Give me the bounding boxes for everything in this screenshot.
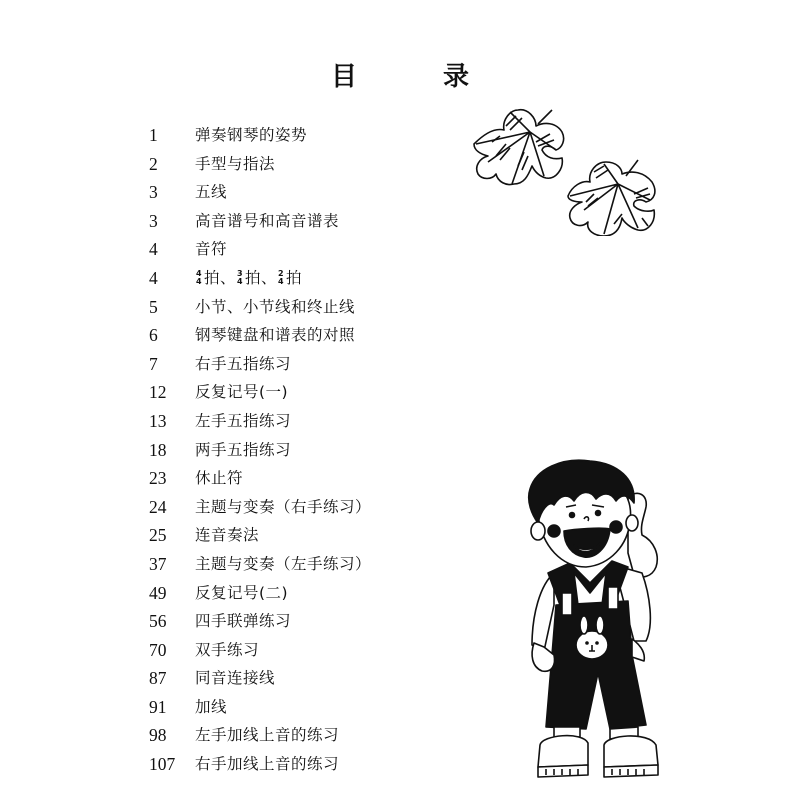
toc-label: 钢琴键盘和谱表的对照: [195, 326, 356, 345]
toc-page-number: 4: [149, 267, 158, 288]
time-signature-icon: [195, 270, 203, 286]
toc-label: 四手联弹练习: [195, 612, 292, 631]
toc-label: 主题与变奏（右手练习）: [195, 497, 372, 516]
toc-page-number: 87: [149, 668, 167, 689]
toc-label: 加线: [195, 697, 228, 716]
toc-entry[interactable]: [149, 636, 371, 665]
toc-entry[interactable]: [149, 264, 371, 293]
toc-entry[interactable]: [149, 607, 371, 636]
toc-page-number: 37: [149, 553, 167, 574]
toc-label: 反复记号(一): [195, 383, 289, 402]
toc-page-number: 24: [149, 496, 167, 517]
toc-entry[interactable]: [149, 550, 371, 579]
toc-page-number: 1: [149, 125, 158, 145]
toc-page-number: 23: [149, 468, 167, 489]
toc-entry[interactable]: [149, 350, 371, 379]
toc-page-number: 25: [149, 525, 167, 546]
toc-entry[interactable]: [149, 207, 371, 236]
toc-page-number: 18: [149, 439, 167, 460]
toc-label: 左手五指练习: [195, 411, 292, 430]
toc-label: 高音谱号和高音谱表: [195, 211, 340, 230]
toc-page-number: 13: [149, 410, 167, 431]
toc-label-time-signatures: [195, 264, 302, 293]
toc-entry[interactable]: [149, 664, 371, 693]
toc-label: 五线: [195, 183, 228, 202]
toc-page-number: 12: [149, 382, 167, 403]
toc-label: 双手练习: [195, 640, 260, 659]
toc-label: 休止符: [195, 469, 244, 488]
ts-denominator: 4: [277, 277, 285, 287]
title-char-1: 目: [330, 62, 357, 92]
leaves-illustration: [466, 96, 676, 236]
toc-label: 两手五指练习: [195, 440, 292, 459]
toc-label: 右手五指练习: [195, 354, 292, 373]
table-of-contents: [149, 121, 371, 779]
toc-entry[interactable]: [149, 436, 371, 465]
toc-page-number: 3: [149, 210, 158, 231]
toc-entry[interactable]: [149, 693, 371, 722]
toc-label: 手型与指法: [195, 154, 276, 173]
title-char-2: 录: [442, 62, 469, 92]
toc-entry[interactable]: [149, 579, 371, 608]
toc-page-number: 70: [149, 639, 167, 660]
toc-label: 同音连接线: [195, 669, 276, 688]
toc-entry[interactable]: [149, 493, 371, 522]
toc-entry[interactable]: [149, 178, 371, 207]
leaf-icon: [474, 110, 564, 185]
toc-page-number: 2: [149, 153, 158, 174]
toc-page-number: 49: [149, 582, 167, 603]
toc-entry[interactable]: [149, 121, 371, 150]
toc-entry[interactable]: [149, 321, 371, 350]
toc-page-number: 3: [149, 182, 158, 203]
ts-suffix: 拍: [286, 268, 303, 287]
toc-page-number: 4: [149, 239, 158, 260]
time-signature-icon: [236, 270, 244, 286]
toc-label: 音符: [195, 240, 228, 259]
toc-label: 主题与变奏（左手练习）: [195, 554, 372, 573]
toc-page-number: 56: [149, 611, 167, 632]
toc-page-number: 91: [149, 696, 167, 717]
toc-page-number: 107: [149, 754, 176, 775]
ts-suffix: 拍、: [204, 268, 237, 287]
ts-numerator: 4: [195, 269, 203, 279]
toc-label: 小节、小节线和终止线: [195, 297, 356, 316]
toc-entry[interactable]: [149, 407, 371, 436]
toc-entry[interactable]: [149, 464, 371, 493]
toc-entry[interactable]: [149, 293, 371, 322]
toc-page-number: 5: [149, 296, 158, 317]
toc-entry[interactable]: [149, 721, 371, 750]
leaf-icon: [568, 160, 655, 236]
toc-entry[interactable]: [149, 521, 371, 550]
ts-denominator: 4: [236, 277, 244, 287]
toc-page-number: 98: [149, 725, 167, 746]
ts-numerator: 2: [277, 269, 285, 279]
page-title: [0, 56, 800, 93]
toc-entry[interactable]: [149, 150, 371, 179]
toc-label: 左手加线上音的练习: [195, 726, 340, 745]
toc-label: 连音奏法: [195, 526, 260, 545]
time-signature-icon: [277, 270, 285, 286]
toc-entry[interactable]: [149, 235, 371, 264]
ts-denominator: 4: [195, 277, 203, 287]
cartoon-boy-illustration: [510, 455, 675, 785]
toc-label: 弹奏钢琴的姿势: [195, 126, 308, 144]
toc-entry[interactable]: [149, 750, 371, 779]
ts-suffix: 拍、: [245, 268, 278, 287]
toc-page-number: 6: [149, 325, 158, 346]
toc-label: 反复记号(二): [195, 583, 289, 602]
toc-page-number: 7: [149, 353, 158, 374]
toc-entry[interactable]: [149, 378, 371, 407]
ts-numerator: 3: [236, 269, 244, 279]
toc-label: 右手加线上音的练习: [195, 755, 340, 774]
